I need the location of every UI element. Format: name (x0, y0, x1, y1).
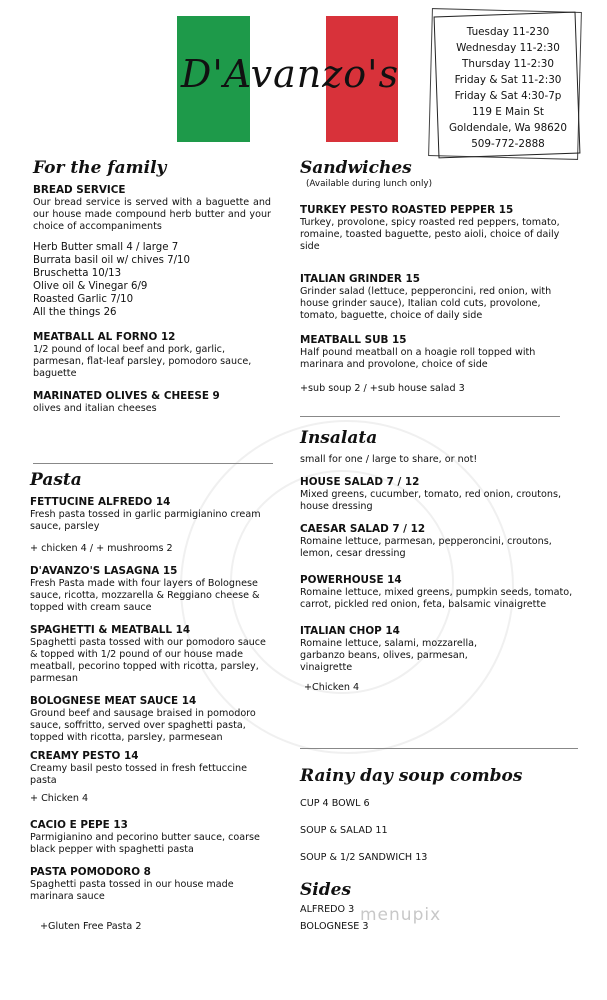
pasta-item-title: CREAMY PESTO 14 (30, 750, 139, 762)
meatball-forno-title: MEATBALL AL FORNO 12 (33, 331, 176, 343)
sandwich-extra: +sub soup 2 / +sub house salad 3 (300, 383, 465, 394)
phone-number: 509-772-2888 (471, 138, 545, 150)
sandwiches-heading: Sandwiches (300, 158, 412, 178)
insalata-note: small for one / large to share, or not! (300, 454, 478, 465)
salad-item-desc: Romaine lettuce, parmesan, pepperoncini, croutons, lemon, cesar dressing (300, 536, 552, 559)
pasta-item-desc: Fresh Pasta made with four layers of Bolognese sauce, ricotta, mozzarella & Reggiano cheese & topped with cream sauce (30, 578, 260, 613)
pasta-item-desc: Parmigianino and pecorino butter sauce, coarse black pepper with spaghetti pasta (30, 832, 260, 855)
accompaniment-item: Roasted Garlic 7/10 (33, 294, 134, 305)
pasta-heading: Pasta (30, 470, 82, 490)
pasta-item-desc: Creamy basil pesto tossed in fresh fettuccine pasta (30, 763, 247, 786)
salad-item-title: ITALIAN CHOP 14 (300, 625, 400, 637)
pasta-section (30, 470, 275, 933)
insalata-heading: Insalata (300, 428, 378, 448)
family-section (33, 158, 271, 415)
accompaniment-list (33, 241, 271, 319)
soup-section (300, 766, 578, 864)
gluten-free-note: +Gluten Free Pasta 2 (40, 921, 142, 932)
salad-item-desc: Mixed greens, cucumber, tomato, red onion, croutons, house dressing (300, 489, 562, 512)
soup-item: CUP 4 BOWL 6 (300, 798, 370, 809)
pasta-item-desc: Spaghetti pasta tossed with our pomodoro sauce & topped with 1/2 pound of our house made meatball, pecorino topped with ricotta, parsley, parmesan (30, 637, 266, 684)
pasta-item-desc: Spaghetti pasta tossed in our house made marinara sauce (30, 879, 234, 902)
section-divider (300, 416, 560, 417)
sandwich-item-desc: Half pound meatball on a hoagie roll topped with marinara and provolone, choice of side (300, 347, 536, 370)
pasta-item-desc: Ground beef and sausage braised in pomodoro sauce, soffritto, served over spaghetti pasta, topped with ricotta, parsley, parmesean (30, 708, 256, 743)
soup-heading: Rainy day soup combos (300, 766, 523, 786)
pasta-item-extra: + chicken 4 / + mushrooms 2 (30, 543, 173, 554)
salad-item-desc: Romaine lettuce, salami, mozzarella, garbanzo beans, olives, parmesan, vinaigrette (300, 638, 478, 673)
olives-title: MARINATED OLIVES & CHEESE 9 (33, 390, 220, 402)
pasta-item-title: D'AVANZO'S LASAGNA 15 (30, 565, 178, 577)
accompaniment-item: Bruschetta 10/13 (33, 268, 122, 279)
accompaniment-item: All the things 26 (33, 307, 117, 318)
address-line: Goldendale, Wa 98620 (448, 122, 568, 134)
olives-desc: olives and italian cheeses (33, 403, 157, 414)
accompaniment-item: Herb Butter small 4 / large 7 (33, 242, 179, 253)
pasta-item-desc: Fresh pasta tossed in garlic parmigianino cream sauce, parsley (30, 509, 261, 532)
meatball-forno-desc: 1/2 pound of local beef and pork, garlic, parmesan, flat-leaf parsley, pomodoro sauce, baguette (33, 344, 252, 379)
hours-line: Tuesday 11-230 (466, 26, 550, 38)
salad-item-title: CAESAR SALAD 7 / 12 (300, 523, 426, 535)
section-divider (33, 463, 273, 464)
pasta-item-title: CACIO E PEPE 13 (30, 819, 128, 831)
sandwich-item-title: ITALIAN GRINDER 15 (300, 273, 420, 285)
sandwich-item-desc: Turkey, provolone, spicy roasted red peppers, tomato, romaine, toasted baguette, pesto aioli, choice of daily side (300, 217, 560, 252)
salad-item-title: HOUSE SALAD 7 / 12 (300, 476, 420, 488)
accompaniment-item: Burrata basil oil w/ chives 7/10 (33, 255, 191, 266)
hours-line: Thursday 11-2:30 (462, 58, 554, 70)
sandwiches-note: (Available during lunch only) (306, 179, 433, 189)
section-divider (300, 748, 578, 749)
pasta-item-title: FETTUCINE ALFREDO 14 (30, 496, 171, 508)
menupix-watermark: menupix (360, 905, 442, 925)
accompaniment-item: Olive oil & Vinegar 6/9 (33, 281, 148, 292)
sandwich-item-desc: Grinder salad (lettuce, pepperoncini, red onion, with house grinder sauce), Italian cold cuts, provolone, tomato, baguette, choice of daily side (300, 286, 552, 321)
bread-service-title: BREAD SERVICE (33, 184, 126, 196)
pasta-item-title: PASTA POMODORO 8 (30, 866, 151, 878)
salad-extra: +Chicken 4 (304, 682, 360, 693)
soup-item: SOUP & SALAD 11 (300, 825, 388, 836)
side-item: BOLOGNESE 3 (300, 921, 369, 932)
sandwiches-section (300, 158, 578, 395)
address-line: 119 E Main St (472, 106, 544, 118)
sandwich-item-title: TURKEY PESTO ROASTED PEPPER 15 (300, 204, 514, 216)
side-item: ALFREDO 3 (300, 904, 355, 915)
hours-line: Friday & Sat 4:30-7p (454, 90, 562, 102)
hours-line: Friday & Sat 11-2:30 (454, 74, 562, 86)
pasta-item-title: SPAGHETTI & MEATBALL 14 (30, 624, 191, 636)
pasta-item-title: BOLOGNESE MEAT SAUCE 14 (30, 695, 197, 707)
bread-service-desc: Our bread service is served with a baguette and our house made compound herb butter and your choice of accompaniments (33, 197, 271, 232)
hours-line: Wednesday 11-2:30 (456, 42, 560, 54)
sides-heading: Sides (300, 880, 352, 900)
family-heading: For the family (33, 158, 167, 178)
insalata-section (300, 428, 578, 694)
soup-item: SOUP & 1/2 SANDWICH 13 (300, 852, 428, 863)
salad-item-title: POWERHOUSE 14 (300, 574, 402, 586)
restaurant-logo: D'Avanzo's (180, 52, 400, 96)
hours-info (440, 24, 576, 152)
pasta-item-extra: + Chicken 4 (30, 793, 89, 804)
sandwich-item-title: MEATBALL SUB 15 (300, 334, 407, 346)
salad-item-desc: Romaine lettuce, mixed greens, pumpkin seeds, tomato, carrot, pickled red onion, feta, balsamic vinaigrette (300, 587, 573, 610)
